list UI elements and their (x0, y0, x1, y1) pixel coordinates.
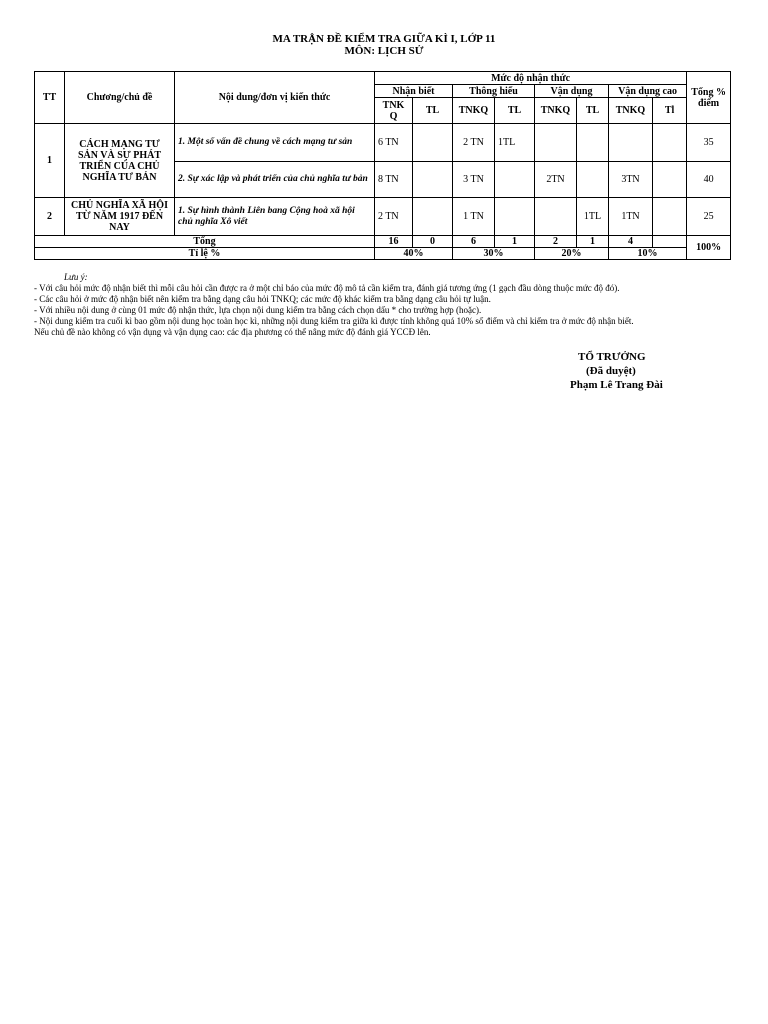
sum-cell: 16 (375, 236, 413, 248)
header-sub: Tl (653, 98, 687, 124)
table-cell: 8 TN (375, 162, 413, 198)
table-cell (495, 162, 535, 198)
table-cell (577, 162, 609, 198)
row-total: 40 (687, 162, 731, 198)
row-content: 2. Sự xác lập và phát triển của chủ nghĩa tư bản (175, 162, 375, 198)
sum-cell: 1 (495, 236, 535, 248)
note-line: - Nội dung kiểm tra cuối kì bao gồm nội dung học toàn học kì, những nội dung kiểm tra giữa kì được tính không quá 10% số điểm và chỉ kiểm tra ở mức độ nhận biết. (34, 316, 634, 326)
header-sub: TL (495, 98, 535, 124)
signature-status: (Đã duyệt) (586, 365, 636, 377)
table-cell: 3TN (609, 162, 653, 198)
document-title: MA TRẬN ĐỀ KIỂM TRA GIỮA KÌ I, LỚP 11 (272, 33, 496, 45)
header-content: Nội dung/đơn vị kiến thức (175, 72, 375, 124)
notes-section (34, 272, 734, 338)
notes-heading: Lưu ý: (64, 272, 88, 282)
header-sub: TNKQ (609, 98, 653, 124)
row-content: 1. Một số vấn đề chung về cách mạng tư sản (175, 124, 375, 162)
sum-cell: 1 (577, 236, 609, 248)
note-line: - Các câu hỏi ở mức độ nhận biết nên kiểm tra bằng dạng câu hỏi TNKQ; các mức độ khác kiểm tra bằng dạng câu hỏi tự luận. (34, 294, 491, 304)
table-cell (535, 198, 577, 236)
ratio-row (35, 248, 731, 260)
table-cell (495, 198, 535, 236)
ratio-value: 30% (453, 248, 535, 260)
sum-cell (653, 236, 687, 248)
header-level-thong-hieu: Thông hiểu (453, 85, 535, 98)
document-subject: MÔN: LỊCH SỬ (344, 45, 424, 57)
signature-name: Phạm Lê Trang Đài (570, 379, 663, 391)
table-cell: 1TL (495, 124, 535, 162)
table-cell: 6 TN (375, 124, 413, 162)
ratio-value: 10% (609, 248, 687, 260)
header-level-group: Mức độ nhận thức (375, 72, 687, 85)
table-cell: 1TL (577, 198, 609, 236)
sum-cell: 0 (413, 236, 453, 248)
table-row (35, 124, 731, 162)
table-cell: 2 TN (453, 124, 495, 162)
sum-cell: 4 (609, 236, 653, 248)
note-line: - Với câu hỏi mức độ nhận biết thì mỗi câu hỏi cần được ra ở một chỉ báo của mức độ mô tả cần kiểm tra, đánh giá tương ứng (1 gạch đầu dòng thuộc mức độ đó). (34, 283, 620, 293)
table-cell (653, 198, 687, 236)
row-tt: 2 (35, 198, 65, 236)
table-cell (413, 198, 453, 236)
note-line: - Với nhiều nội dung ở cùng 01 mức độ nhận thức, lựa chọn nội dung kiểm tra bằng cách chọn dấu * cho trường hợp (hoặc). (34, 305, 482, 315)
signature-role: TỔ TRƯỞNG (578, 351, 646, 363)
table-cell: 3 TN (453, 162, 495, 198)
sum-label: Tổng (35, 236, 375, 248)
table-cell: 1 TN (453, 198, 495, 236)
table-cell (413, 162, 453, 198)
header-level-nhan-biet: Nhận biết (375, 85, 453, 98)
table-cell: 2TN (535, 162, 577, 198)
row-total: 35 (687, 124, 731, 162)
header-total: Tổng % điểm (687, 72, 731, 124)
header-sub: TNK Q (375, 98, 413, 124)
table-cell: 2 TN (375, 198, 413, 236)
table-cell (609, 124, 653, 162)
header-level-van-dung-cao: Vận dụng cao (609, 85, 687, 98)
ratio-label: Tỉ lệ % (35, 248, 375, 260)
row-content: 1. Sự hình thành Liên bang Cộng hoà xã hội chủ nghĩa Xô viết (175, 198, 375, 236)
ratio-value: 20% (535, 248, 609, 260)
sum-cell: 6 (453, 236, 495, 248)
note-line: Nếu chủ đề nào không có vận dụng và vận dụng cao: các địa phương có thể nâng mức độ đánh giá YCCĐ lên. (34, 327, 431, 337)
row-total: 25 (687, 198, 731, 236)
table-cell (413, 124, 453, 162)
row-tt: 1 (35, 124, 65, 198)
table-row (35, 198, 731, 236)
header-tt: TT (35, 72, 65, 124)
assessment-matrix-table (34, 71, 731, 260)
grand-total: 100% (687, 236, 731, 260)
ratio-value: 40% (375, 248, 453, 260)
sum-cell: 2 (535, 236, 577, 248)
header-sub: TNKQ (535, 98, 577, 124)
sum-row (35, 236, 731, 248)
table-cell (535, 124, 577, 162)
header-sub: TNKQ (453, 98, 495, 124)
row-chapter: CHỦ NGHĨA XÃ HỘI TỪ NĂM 1917 ĐẾN NAY (65, 198, 175, 236)
header-chapter: Chương/chủ đề (65, 72, 175, 124)
table-cell (653, 124, 687, 162)
header-sub: TL (577, 98, 609, 124)
table-cell: 1TN (609, 198, 653, 236)
row-chapter: CÁCH MẠNG TƯ SẢN VÀ SỰ PHÁT TRIỂN CỦA CHỦ NGHĨA TƯ BẢN (65, 124, 175, 198)
table-cell (653, 162, 687, 198)
table-cell (577, 124, 609, 162)
header-level-van-dung: Vận dụng (535, 85, 609, 98)
signature-block (560, 350, 700, 392)
header-sub: TL (413, 98, 453, 124)
